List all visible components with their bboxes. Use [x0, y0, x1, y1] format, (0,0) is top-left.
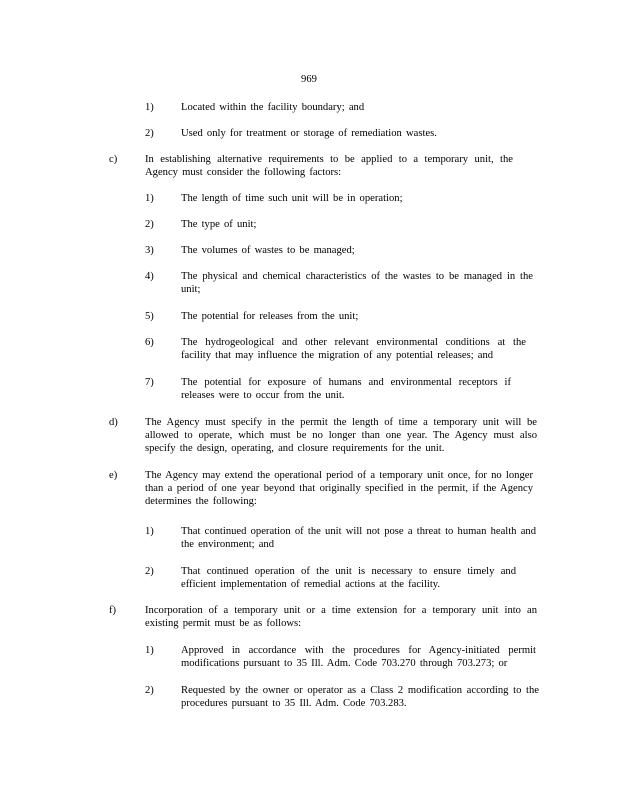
- item-label: 1): [145, 645, 154, 656]
- item-text: Approved in accordance with the procedures for Agency-initiated permit modifications pursuant to 35 Ill. Adm. Code 703.270 through 703.273; or: [181, 645, 536, 669]
- item-text: In establishing alternative requirements to be applied to a temporary unit, the Agency must consider the following factors:: [145, 154, 513, 178]
- item-label: 2): [145, 128, 154, 139]
- item-text: Incorporation of a temporary unit or a time extension for a temporary unit into an existing permit must be as follows:: [145, 605, 537, 629]
- item-text: Located within the facility boundary; and: [181, 102, 365, 113]
- item-text: The hydrogeological and other relevant environmental conditions at the facility that may influence the migration of any potential releases; and: [181, 337, 526, 361]
- page-number: 969: [301, 74, 317, 85]
- item-text: The physical and chemical characteristics of the wastes to be managed in the unit;: [181, 271, 533, 295]
- item-label: d): [109, 417, 118, 428]
- item-label: f): [109, 605, 117, 616]
- item-label: 2): [145, 219, 154, 230]
- item-label: 3): [145, 245, 154, 256]
- item-label: 4): [145, 271, 154, 282]
- item-label: 5): [145, 311, 154, 322]
- item-text: The length of time such unit will be in operation;: [181, 193, 403, 204]
- item-label: 2): [145, 566, 154, 577]
- item-text: Used only for treatment or storage of remediation wastes.: [181, 128, 437, 139]
- item-label: 2): [145, 685, 154, 696]
- item-text: The potential for exposure of humans and environmental receptors if releases were to occur from the unit.: [181, 377, 511, 401]
- item-label: e): [109, 470, 118, 481]
- item-text: The volumes of wastes to be managed;: [181, 245, 355, 256]
- item-text: Requested by the owner or operator as a Class 2 modification according to the procedures pursuant to 35 Ill. Adm. Code 703.283.: [181, 685, 539, 709]
- item-text: That continued operation of the unit will not pose a threat to human health and the environment; and: [181, 526, 536, 550]
- item-label: 1): [145, 193, 154, 204]
- item-label: 1): [145, 526, 154, 537]
- item-label: 1): [145, 102, 154, 113]
- item-text: That continued operation of the unit is necessary to ensure timely and efficient implementation of remedial actions at the facility.: [181, 566, 516, 590]
- item-text: The Agency must specify in the permit the length of time a temporary unit will be allowed to operate, which must be no longer than one year. The Agency must also specify the design, operating, and closure requirements for the unit.: [145, 417, 537, 454]
- item-label: 6): [145, 337, 154, 348]
- item-text: The type of unit;: [181, 219, 257, 230]
- item-text: The potential for releases from the unit;: [181, 311, 359, 322]
- item-label: c): [109, 154, 118, 165]
- item-text: The Agency may extend the operational period of a temporary unit once, for no longer than a period of one year beyond that originally specified in the permit, if the Agency determines the following:: [145, 470, 533, 507]
- item-label: 7): [145, 377, 154, 388]
